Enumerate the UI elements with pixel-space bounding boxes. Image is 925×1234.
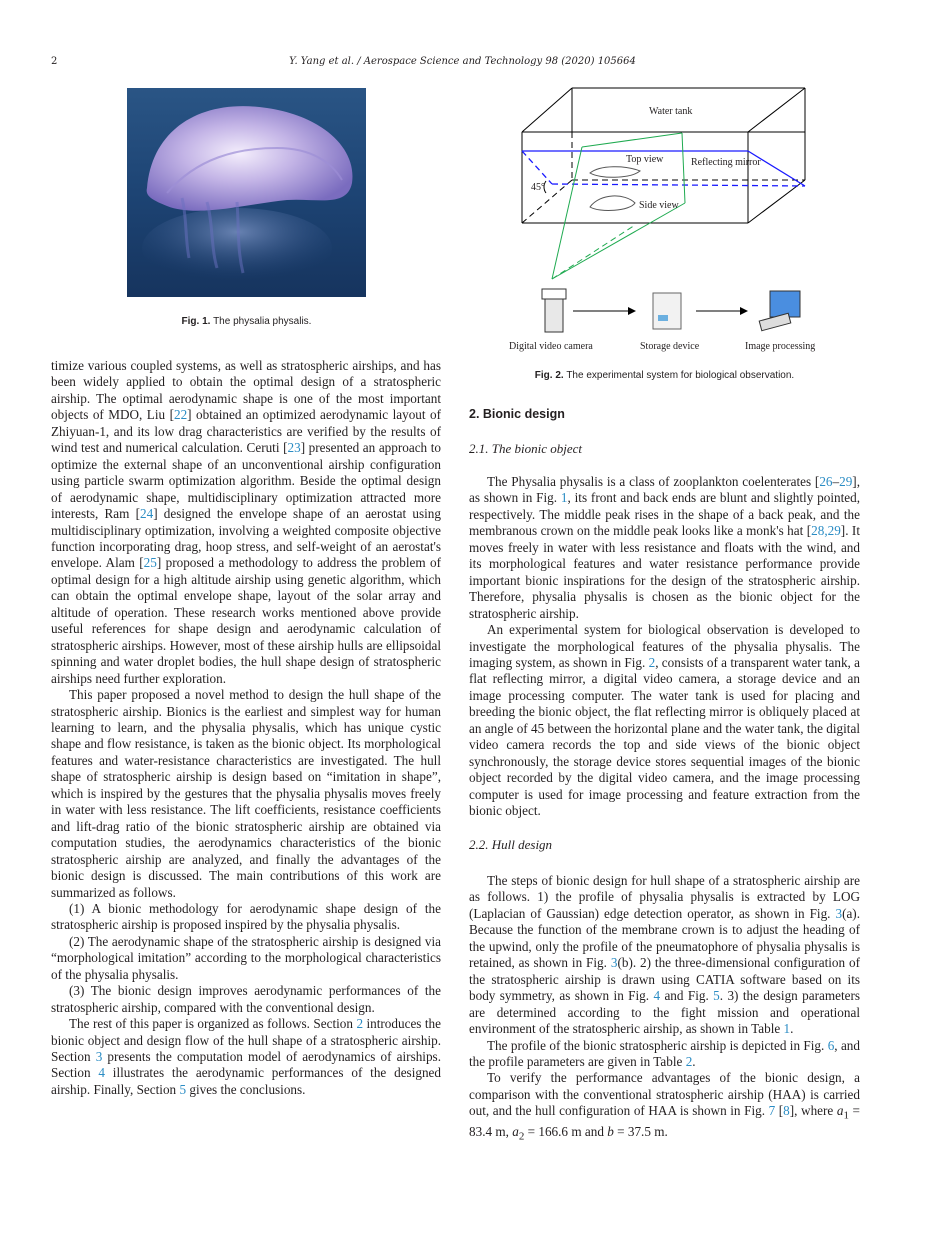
hull-design-paragraph: The steps of bionic design for hull shape of a stratospheric airship are as follows. 1) the profile of physalia physalis is extracted by LOG (Laplacian of Gaussian) edge detection operator, as shown in Fig. 3(a). Because the function of the membrane crown is to adjust the heading of the upwind, only the profile of the pneumatophore of physalia physalis is retained, as shown in Fig. 3(b). 2) the three-dimensional configuration of the stratospheric airship is drawn using CATIA software based on its body symmetry, as shown in Fig. 4 and Fig. 5. 3) the design parameters are determined according to the fight mission and operational environment of the stratospheric airship, as shown in Table 1. — [469, 872, 860, 1037]
fig2-caption-text: The experimental system for biological observation. — [566, 370, 795, 381]
left-paragraph-2: This paper proposed a novel method to design the hull shape of the stratospheric airship. Bionics is the earliest and simplest way for human learning to learn, and the physalia physalis, which has unique cystic shape and flow resistance, is taken as the bionic object. Its morphological features and water-resistance characteristics are investigated. The hull shape of stratospheric airship is design based on “imitation in shape”, which is inspired by the gestures that the physalia physalis moves freely in water with less resistance. The lift coefficients, resistance coefficients and lift-drag ratio of the bionic stratospheric airship are obtained via computation studies, the aerodynamics characteristics of the bionic stratospheric airship are analyzed, and finally the advantages of the bionic design is discussed. The main contributions of this work are summarized as follows. — [51, 687, 441, 900]
figure-link[interactable]: 5 — [713, 988, 720, 1004]
page-number: 2 — [51, 56, 58, 67]
figure-link[interactable]: 3 — [610, 955, 618, 971]
water-tank-label: Water tank — [649, 106, 693, 117]
diagram-svg — [500, 85, 830, 360]
profile-paragraph: The profile of the bionic stratospheric airship is depicted in Fig. 6, and the profile parameters are given in Table 2. — [469, 1037, 860, 1069]
fig1-caption-label: Fig. 1. — [181, 316, 211, 327]
figure-link[interactable]: 3 — [835, 905, 843, 921]
organization-paragraph: The rest of this paper is organized as follows. Section 2 introduces the bionic object and design flow of the hull shape of a stratospheric airship. Section 3 presents the computation model of aerodynamics of airships. Section 4 illustrates the aerodynamic performances of the designed airship. Finally, Section 5 gives the conclusions. — [51, 1016, 441, 1097]
citation-link[interactable]: 26 — [819, 474, 833, 489]
section-link[interactable]: 3 — [95, 1049, 103, 1065]
processing-label: Image processing — [745, 341, 816, 352]
contribution-2: (2) The aerodynamic shape of the stratospheric airship is designed via “morphological imitation” according to the morphological characteristics of the physalia physalis. — [51, 933, 441, 982]
citation-link[interactable]: 25 — [143, 555, 157, 571]
figure-link[interactable]: 7 — [768, 1103, 776, 1119]
table-link[interactable]: 1 — [783, 1021, 791, 1037]
storage-label: Storage device — [640, 341, 700, 352]
left-paragraph-1: timize various coupled systems, as well as stratospheric airships, and has been widely applied to obtain the optimal design of a stratospheric airship. The optimal aerodynamic shape is one of the most important objects of MDO, Liu [22] obtained an optimized aerodynamic layout of Zhiyuan-1, and its low drag characteristics are verified by the results of wind test and numerical calculation. Ceruti [23] presented an approach to optimize the external shape of an unconventional airship configuration using particle swarm optimization algorithm. Beside the optimal design of aerodynamic shape, multidisciplinary optimization attracted more interests, Ram [24] designed the envelope shape of an aerostat using multidisciplinary optimization, involving a weighted composite objective function incorporating drag, hoop stress, and self-weight of an aerostat's envelope. Alam [25] proposed a methodology to address the problem of optimal design for a high altitude airship using genetic algorithm, which can obtain the optimal envelope shape, layout of the solar array and altitude of operation. These research works mentioned above provide useful references for shape design and aerodynamic calculation of stratospheric airships. However, most of these airship hulls are ellipsoidal spinning and water droplet bodies, the hull shape design of stratospheric airships need further exploration. — [51, 358, 441, 686]
experimental-system-diagram — [500, 85, 830, 360]
contribution-3: (3) The bionic design improves aerodynamic performances of the stratospheric airship, compared with the conventional design. — [51, 983, 441, 1015]
citation-link[interactable]: 8 — [783, 1103, 790, 1119]
citation-link[interactable]: 22 — [173, 407, 188, 423]
fig1-caption-text: The physalia physalis. — [213, 316, 312, 327]
right-column — [469, 474, 860, 1146]
section-link[interactable]: 5 — [179, 1081, 187, 1097]
side-view-label: Side view — [639, 200, 679, 211]
bionic-object-paragraph: The Physalia physalis is a class of zooplankton coelenterates [26–29], as shown in Fig. 1, its front and back ends are blunt and slightly pointed, respectively. The middle peak rises in the shape of a back peak, and the membranous crown on the middle peak looks like a monk's hat [28,29]. It moves freely in water with less resistance and floats with the wind, and its morphological features and water resistance performance provide important bionic inspirations for the design of the stratospheric airship. Therefore, physalia physalis is chosen as the bionic object for the stratospheric airship. — [469, 474, 860, 621]
section-link[interactable]: 4 — [98, 1065, 105, 1081]
citation-link[interactable]: 28,29 — [811, 523, 841, 539]
table-link[interactable]: 2 — [685, 1053, 693, 1069]
citation-link[interactable]: 24 — [140, 506, 154, 522]
journal-header: Y. Yang et al. / Aerospace Science and Technology 98 (2020) 105664 — [289, 56, 636, 67]
reflecting-mirror-label: Reflecting mirror — [691, 157, 761, 168]
fig2-caption — [469, 370, 860, 381]
subsection-heading-2-2: 2.2. Hull design — [469, 836, 553, 852]
citation-link[interactable]: 29 — [839, 474, 853, 489]
contribution-1: (1) A bionic methodology for aerodynamic shape design of the stratospheric airship is proposed inspired by the physalia physalis. — [51, 900, 441, 933]
section-heading: 2. Bionic design — [469, 407, 565, 421]
left-column — [51, 358, 441, 1098]
physalia-image — [127, 88, 366, 297]
top-view-label: Top view — [626, 154, 664, 165]
figure-link[interactable]: 6 — [827, 1037, 835, 1053]
citation-link[interactable]: 23 — [287, 440, 301, 456]
section-link[interactable]: 2 — [356, 1016, 364, 1032]
fig1-caption — [0, 316, 493, 327]
figure-link[interactable]: 1 — [560, 490, 568, 506]
subsection-heading-2-1: 2.1. The bionic object — [469, 441, 583, 456]
figure-link[interactable]: 4 — [653, 988, 661, 1004]
fig2-caption-label: Fig. 2. — [534, 370, 564, 381]
physalia-photo — [127, 88, 366, 297]
angle-label: 45° — [531, 182, 545, 193]
camera-label: Digital video camera — [509, 341, 593, 352]
experimental-system-paragraph: An experimental system for biological observation is developed to investigate the morphological features of the physalia physalis. The imaging system, as shown in Fig. 2, consists of a transparent water tank, a flat reflecting mirror, a digital video camera, a storage device and an image processing computer. The water tank is used for placing and breeding the bionic object, the flat reflecting mirror is obliquely placed at an angle of 45 between the horizontal plane and the water tank, the digital video camera records the top and side views of the bionic object synchronously, the storage device stores sequential images of the bionic object recorded by the digital video camera, and the image processing computer is used for image processing and feature extraction from the bionic object. — [469, 622, 860, 819]
figure-link[interactable]: 2 — [648, 654, 656, 670]
comparison-paragraph: To verify the performance advantages of the bionic design, a comparison with the conventional stratospheric airship (HAA) is carried out, and the hull configuration of HAA is shown in Fig. 7 [8], where $a_1 = 83.4$ m, $a_2 = 166.6$ m and b = 37.5 m. — [469, 1070, 860, 1144]
